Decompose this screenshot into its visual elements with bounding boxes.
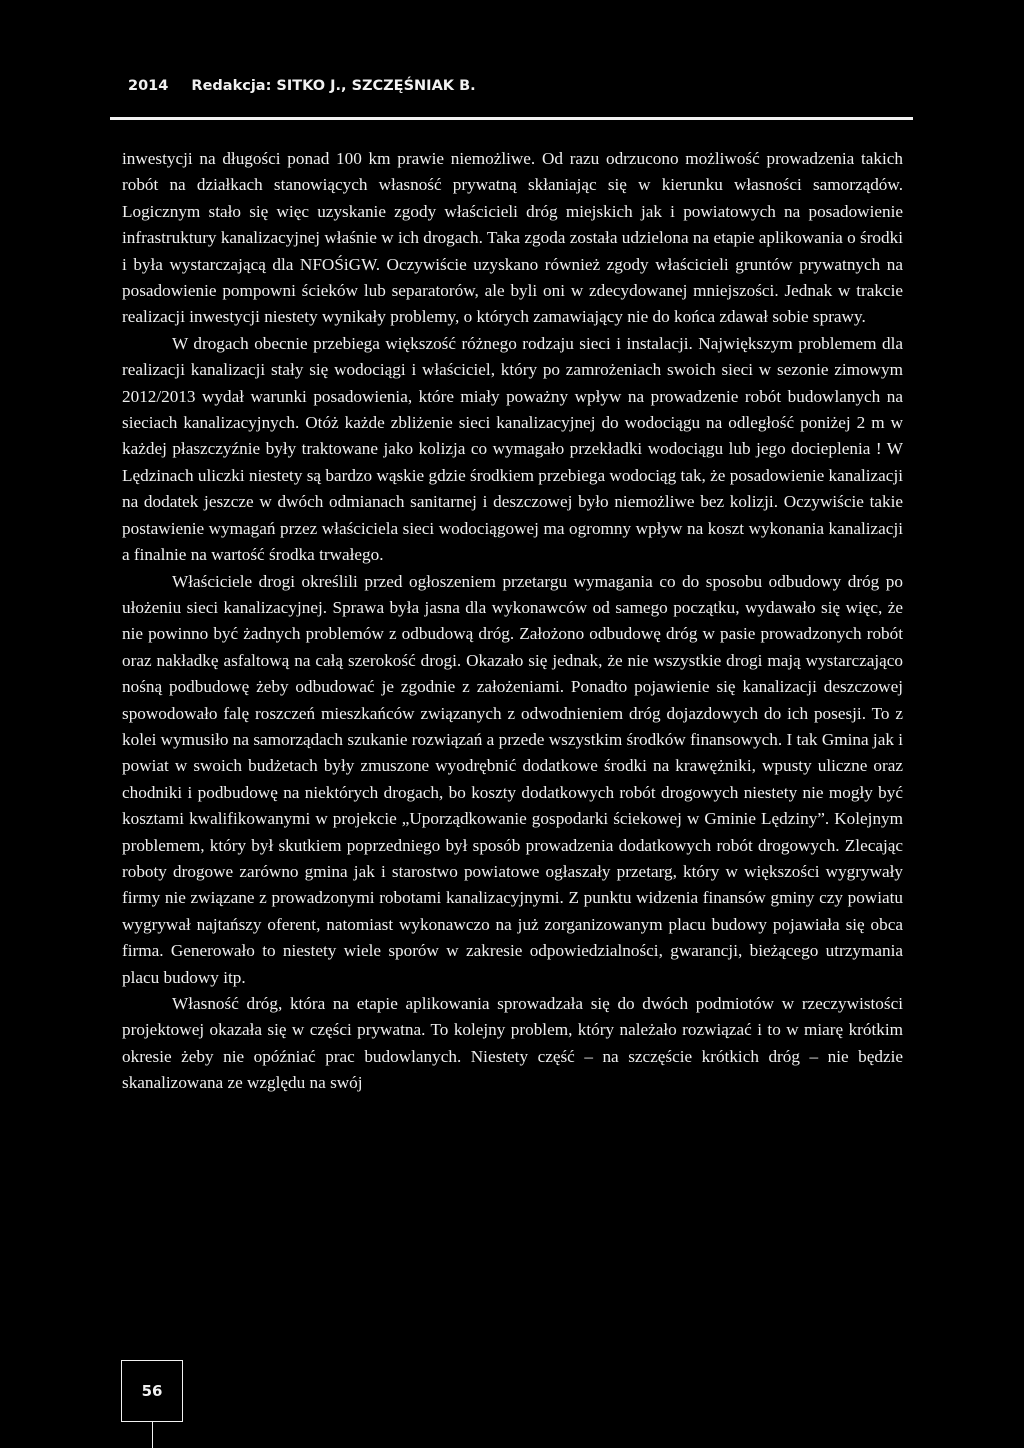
- header-year: 2014: [128, 78, 169, 94]
- running-header: [128, 78, 476, 94]
- paragraph-3: Właściciele drogi określili przed ogłoszeniem przetargu wymagania co do sposobu odbudowy dróg po ułożeniu sieci kanalizacyjnej. Sprawa była jasna dla wykonawców od samego początku, wydawało się więc, że nie powinno być żadnych problemów z odbudową dróg. Założono odbudowę dróg w pasie prowadzonych robót oraz nakładkę asfaltową na całą szerokość drogi. Okazało się jednak, że nie wszystkie drogi mają wystarczająco nośną podbudowę żeby odbudować je zgodnie z założeniami. Ponadto pojawienie się kanalizacji deszczowej spowodowało falę roszczeń mieszkańców związanych z odwodnieniem dróg dojazdowych do ich posesji. To z kolei wymusiło na samorządach szukanie rozwiązań a przede wszystkim środków finansowych. I tak Gmina jak i powiat w swoich budżetach były zmuszone wyodrębnić dodatkowe środki na krawężniki, wpusty uliczne oraz chodniki i podbudowę na niektórych drogach, bo koszty dodatkowych robót drogowych niestety nie mogły być kosztami kwalifikowanymi w projekcie „Uporządkowanie gospodarki ściekowej w Gminie Lędziny”. Kolejnym problemem, który był skutkiem poprzedniego był sposób prowadzenia dodatkowych robót drogowych. Zlecając roboty drogowe zarówno gmina jak i starostwo powiatowe ogłaszały przetarg, który w większości wygrywały firmy nie związane z prowadzonymi robotami kanalizacyjnymi. Z punktu widzenia finansów gminy czy powiatu wygrywał najtańszy oferent, natomiast wykonawczo na już zorganizowanym placu budowy pojawiała się obca firma. Generowało to niestety wiele sporów w zakresie odpowiedzialności, gwarancji, bieżącego utrzymania placu budowy itp.: [122, 571, 903, 987]
- page-number-box: [121, 1360, 183, 1422]
- paragraph-4: Własność dróg, która na etapie aplikowania sprowadzała się do dwóch podmiotów w rzeczywistości projektowej okazała się w części prywatna. To kolejny problem, który należało rozwiązać i to w miarę krótkim okresie żeby nie opóźniać prac budowlanych. Niestety część – na szczęście krótkich dróg – nie będzie skanalizowana ze względu na swój: [122, 994, 903, 1093]
- page-number-tick: [152, 1422, 153, 1448]
- header-rule: [110, 117, 913, 120]
- body-text: [122, 146, 903, 1097]
- paragraph-2: W drogach obecnie przebiega większość różnego rodzaju sieci i instalacji. Największym problemem dla realizacji kanalizacji stały się wodociągi i właściciel, który po zamrożeniach swoich sieci w sezonie zimowym 2012/2013 wydał warunki posadowienia, które miały poważny wpływ na prowadzenie robót budowlanych na sieciach kanalizacyjnych. Otóż każde zbliżenie sieci kanalizacyjnej do wodociągu na odległość poniżej 2 m w każdej płaszczyźnie były traktowane jako kolizja co wymagało przekładki wodociągu lub jego docieplenia ! W Lędzinach uliczki niestety są bardzo wąskie gdzie środkiem przebiega wodociąg tak, że posadowienie kanalizacji na dodatek jeszcze w dwóch odmianach sanitarnej i deszczowej było niemożliwe bez kolizji. Oczywiście takie postawienie wymagań przez właściciela sieci wodociągowej ma ogromny wpływ na koszt wykonania kanalizacji a finalnie na wartość środka trwałego.: [122, 333, 903, 565]
- paragraph-1: inwestycji na długości ponad 100 km prawie niemożliwe. Od razu odrzucono możliwość prowadzenia takich robót na działkach stanowiących własność prywatną skłaniając się w kierunku własności samorządów. Logicznym stało się więc uzyskanie zgody właścicieli dróg miejskich jak i powiatowych na posadowienie infrastruktury kanalizacyjnej właśnie w ich drogach. Taka zgoda została udzielona na etapie aplikowania o środki i była wystarczającą dla NFOŚiGW. Oczywiście uzyskano również zgody właścicieli gruntów prywatnych na posadowienie pompowni ścieków lub separatorów, ale byli oni w zdecydowanej mniejszości. Jednak w trakcie realizacji inwestycji niestety wynikały problemy, o których zamawiający nie do końca zdawał sobie sprawy.: [122, 149, 903, 327]
- page-number: 56: [141, 1382, 163, 1400]
- header-editors: Redakcja: SITKO J., SZCZĘŚNIAK B.: [191, 78, 476, 94]
